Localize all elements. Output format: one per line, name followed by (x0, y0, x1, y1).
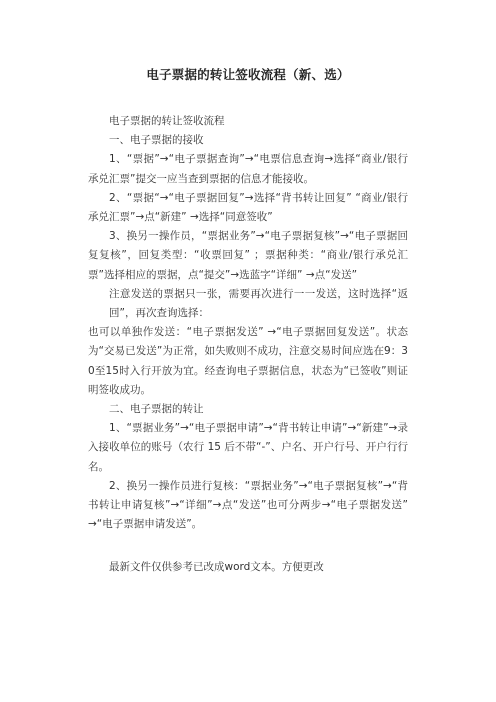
paragraph: 1、“票据业务”→“电子票据申请”→“背书转让申请”→“新建”→录入接收单位的账号（农行 15 后不带“-”、户名、开户行号、开户行行名。 (88, 422, 408, 473)
document-title: 电子票据的转让签收流程（新、选） (146, 67, 350, 82)
paragraph: 也可以单独作发送：“电子票据发送” →“电子票据回复发送”。状态为“交易已发送”为正常，如失败则不成功，注意交易时间应选在9：30至15时入行开放为宜。经查询电子票据信息，状态为“已签收”则证明签收成功。 (88, 326, 408, 396)
note-paragraph: 注意发送的票据只一张，需要再次进行一一发送，这时选择“返回”，再次查询选择： (109, 287, 408, 320)
section-heading: 二、电子票据的转让 (109, 403, 204, 416)
section-heading: 电子票据的转让签收流程 (109, 115, 225, 127)
paragraph: 3、换另一操作员，“票据业务”→“电子票据复核”→“电子票据回复复核”，回复类型：“收票回复” ；票据种类：“商业/银行承兑汇票”选择相应的票据，点“提交”→选蓝字“详细” →点“发送” (88, 230, 408, 281)
footer-note: 最新文件仅供参考已改成word文本。方便更改 (109, 561, 324, 574)
paragraph: 1、“票据”→“电子票据查询”→“电票信息查询→选择“商业/银行承兑汇票”提交一应当查到票据的信息才能接收。 (88, 153, 408, 185)
document-body (88, 112, 408, 578)
spacer (88, 534, 408, 558)
paragraph: 2、换另一操作员进行复核：“票据业务”→“电子票据复核”→“背书转让申请复核”→“详细”→点“发送”也可分两步→“电子票据发送” →“电子票据申请发送”。 (88, 479, 408, 531)
paragraph: 2、“票据“→“电子票据回复”→选择“背书转让回复” “商业/银行承兑汇票”→点“新建” →选择“同意签收” (88, 191, 408, 224)
section-heading: 一、电子票据的接收 (109, 134, 204, 147)
